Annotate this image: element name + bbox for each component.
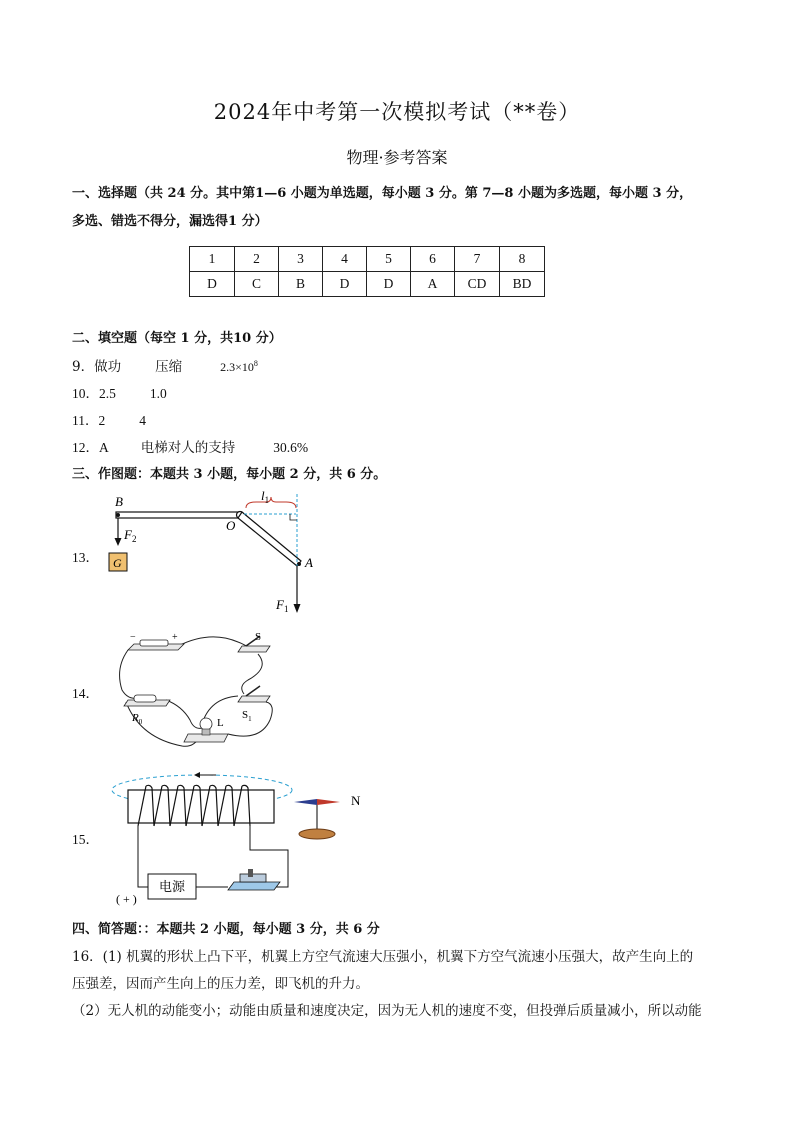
label-r0: $R_0$ — [132, 712, 143, 726]
lamp-bulb — [200, 718, 212, 730]
answer-blank: 30.6% — [273, 440, 309, 455]
q16-text-line: 16．(1) 机翼的形状上凸下平，机翼上方空气流速大压强小，机翼下方空气流速小压强大，故产生向上的 — [72, 949, 694, 965]
table-cell: 3 — [279, 247, 323, 272]
point-a-dot — [297, 562, 301, 566]
switch-s1-base — [238, 696, 270, 702]
answer-blank: A — [99, 440, 109, 455]
resistor-body — [134, 695, 156, 702]
table-cell: BD — [500, 272, 545, 297]
power-source-label: 电源 — [158, 879, 186, 894]
wire — [166, 700, 202, 728]
question-number: 15． — [72, 832, 99, 847]
answer-table-answer-row — [190, 272, 545, 297]
question-number: 9． — [72, 359, 95, 375]
l1-brace — [246, 497, 296, 508]
section1-heading-line2: 多选、错选不得分，漏选得1 分） — [72, 214, 268, 229]
answer-table — [189, 246, 545, 297]
answer-line-12 — [72, 436, 308, 456]
f2-arrowhead — [115, 538, 122, 546]
q16-text-line: 压强差，因而产生向上的压力差，即飞机的升力。 — [72, 976, 369, 992]
question-number: 11． — [72, 413, 99, 428]
circuit-diagram — [110, 628, 290, 753]
lever-rod — [116, 512, 238, 518]
solenoid-diagram — [108, 760, 368, 910]
question-number: 13． — [72, 550, 99, 565]
table-cell: A — [411, 272, 455, 297]
label-f1: $F_1$ — [276, 597, 289, 614]
table-cell: 1 — [190, 247, 235, 272]
answer-line-9 — [72, 355, 258, 375]
label-s: S — [255, 631, 262, 643]
wire — [178, 637, 248, 648]
wire — [138, 826, 148, 887]
knife-switch-handle — [248, 869, 253, 877]
table-cell: D — [367, 272, 411, 297]
table-cell: 7 — [455, 247, 500, 272]
answer-blank: 电梯对人的支持 — [140, 440, 236, 456]
battery-minus: − — [130, 632, 136, 643]
table-cell: 5 — [367, 247, 411, 272]
section3-heading: 三、作图题：本题共 3 小题，每小题 2 分，共 6 分。 — [72, 467, 387, 482]
table-cell: B — [279, 272, 323, 297]
label-l: L — [217, 717, 224, 729]
switch-s1-lever — [246, 686, 260, 696]
table-cell: D — [323, 272, 367, 297]
wire — [120, 650, 138, 698]
table-cell: C — [235, 272, 279, 297]
polarity-marker: ( + ) — [116, 892, 137, 906]
lamp-socket — [202, 729, 210, 735]
lever-diagram — [100, 488, 330, 618]
section1-heading-line1: 一、选择题（共 24 分。其中第1—6 小题为单选题，每小题 3 分。第 7—8 小题为多选题，每小题 3 分， — [72, 186, 693, 201]
answer-blank: 2 — [98, 413, 106, 428]
label-a: A — [305, 555, 313, 570]
answer-blank: 1.0 — [149, 386, 167, 401]
table-cell: 6 — [411, 247, 455, 272]
answer-blank: 2.5 — [99, 386, 116, 401]
table-cell: CD — [455, 272, 500, 297]
q16-text-line: （2）无人机的动能变小；动能由质量和速度决定，因为无人机的速度不变，但投弹后质量减小，所以动能 — [72, 1003, 702, 1019]
needle-base — [299, 829, 335, 839]
battery-plus: + — [172, 632, 178, 643]
label-n: N — [351, 793, 361, 808]
page-subtitle: 物理·参考答案 — [346, 148, 448, 167]
label-l1: $l_1$ — [261, 488, 270, 505]
switch-s-base — [238, 646, 270, 652]
table-cell: 8 — [500, 247, 545, 272]
label-b: B — [115, 494, 123, 509]
question-number: 12． — [72, 440, 99, 455]
f1-arrowhead — [294, 604, 301, 613]
battery-cell — [140, 640, 168, 646]
wire — [242, 654, 262, 694]
page-title: 2024年中考第一次模拟考试（**卷） — [213, 100, 581, 124]
answer-blank: 压缩 — [155, 359, 183, 375]
field-arrowhead — [194, 772, 200, 778]
question-number: 14． — [72, 686, 99, 701]
table-cell: 4 — [323, 247, 367, 272]
answer-blank: $2.3\times 10^8$ — [220, 359, 258, 374]
needle-north — [317, 799, 340, 805]
answer-blank: 4 — [139, 413, 146, 428]
table-cell: D — [190, 272, 235, 297]
section2-heading: 二、填空题（每空 1 分，共10 分） — [72, 331, 282, 346]
right-angle-mark — [290, 514, 297, 520]
answer-blank: 做功 — [94, 359, 122, 375]
section4-heading: 四、简答题：：本题共 2 小题，每小题 3 分，共 6 分 — [72, 922, 380, 937]
needle-south — [294, 799, 317, 805]
label-f2: $F_2$ — [124, 527, 137, 544]
answer-line-10 — [72, 382, 167, 402]
knife-switch-base — [228, 882, 280, 890]
answer-table-number-row — [190, 247, 545, 272]
question-number: 10． — [72, 386, 99, 401]
table-cell: 2 — [235, 247, 279, 272]
point-b-dot — [116, 513, 120, 517]
answer-line-11 — [72, 409, 146, 429]
label-s1: $S_1$ — [242, 709, 252, 723]
label-o: O — [226, 518, 236, 533]
label-g: G — [113, 556, 122, 570]
